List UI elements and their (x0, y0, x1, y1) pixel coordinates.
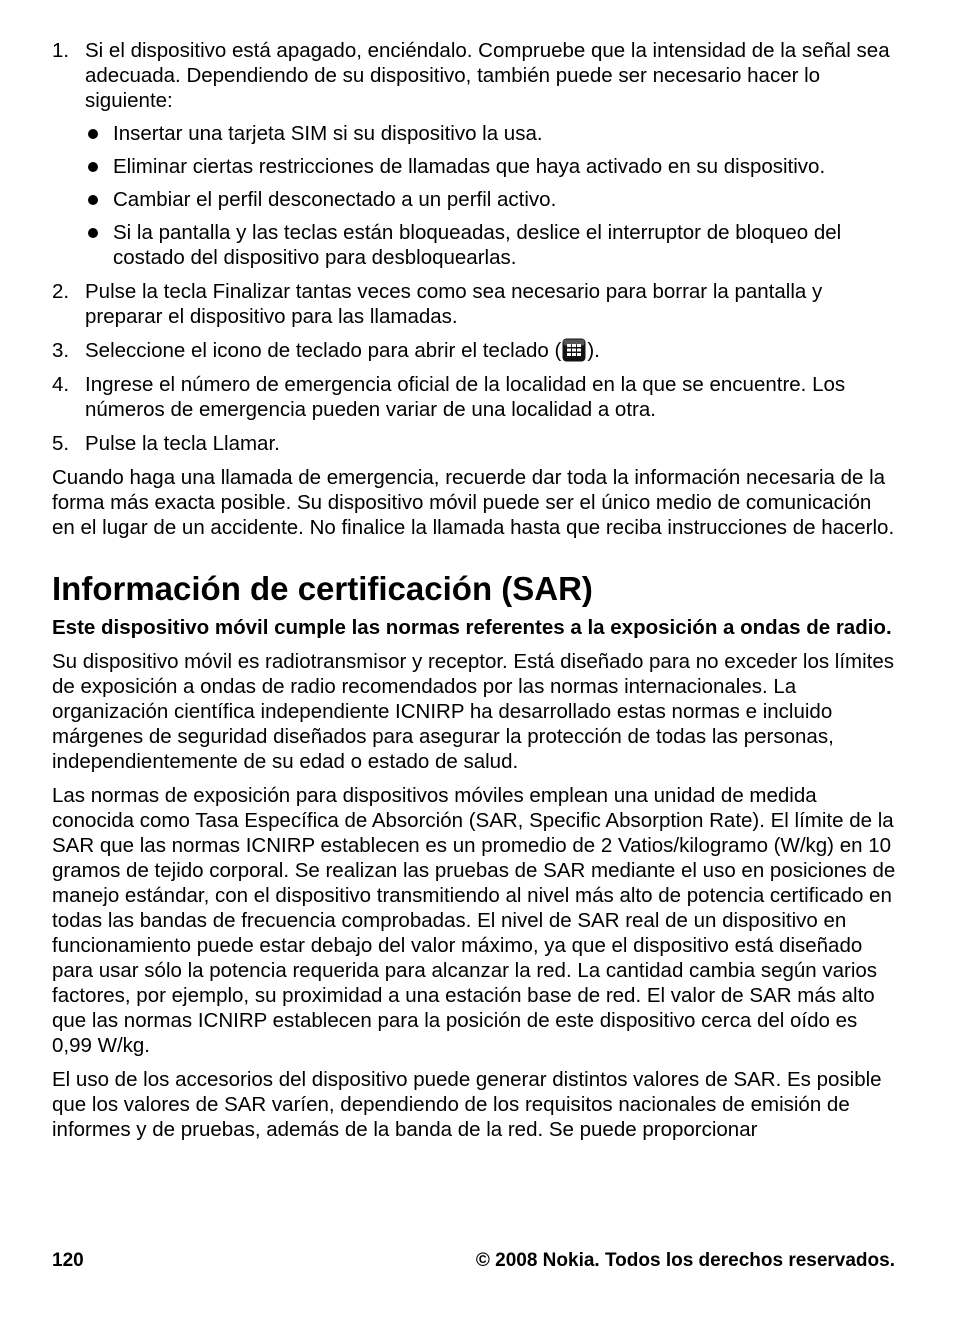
bullet-dot-icon (88, 228, 98, 238)
bullet-dot-icon (88, 195, 98, 205)
step-item (52, 279, 898, 329)
step-number: 2. (52, 280, 70, 303)
page-content (52, 38, 898, 1142)
bullet-item (85, 187, 898, 212)
step-text-after-icon: ). (587, 339, 600, 362)
step-text: Pulse la tecla Llamar. (85, 432, 280, 455)
step-sub-list (85, 121, 898, 270)
keypad-icon (562, 338, 586, 362)
bullet-text: Cambiar el perfil desconectado a un perfil activo. (113, 188, 557, 211)
section-lead-text: Este dispositivo móvil cumple las normas referentes a la exposición a ondas de radio. (52, 616, 892, 639)
bullet-dot-icon (88, 129, 98, 139)
step-text: Ingrese el número de emergencia oficial de la localidad en la que se encuentre. Los números de emergencia pueden variar de una localidad a otra. (85, 373, 846, 421)
step-item (52, 431, 898, 456)
emergency-note-paragraph: Cuando haga una llamada de emergencia, recuerde dar toda la información necesaria de la forma más exacta posible. Su dispositivo móvil puede ser el único medio de comunicación en el lugar de un accidente. No finalice la llamada hasta que reciba instrucciones de hacerlo. (52, 466, 895, 539)
step-number: 4. (52, 373, 70, 396)
bullet-item (85, 121, 898, 146)
step-item (52, 372, 898, 422)
body-paragraph: El uso de los accesorios del dispositivo puede generar distintos valores de SAR. Es posible que los valores de SAR varíen, dependiendo de los requisitos nacionales de emisión de informes y de pruebas, además de la banda de la red. Se puede proporcionar (52, 1068, 882, 1141)
step-text-before-icon: Seleccione el icono de teclado para abrir el teclado ( (85, 339, 562, 362)
section-heading: Información de certificación (SAR) (52, 570, 593, 607)
copyright-notice: © 2008 Nokia. Todos los derechos reservados. (475, 1250, 895, 1271)
step-number: 1. (52, 39, 70, 62)
step-text: Pulse la tecla Finalizar tantas veces como sea necesario para borrar la pantalla y preparar el dispositivo para las llamadas. (85, 280, 823, 328)
bullet-item (85, 154, 898, 179)
step-item (52, 38, 898, 270)
bullet-text: Eliminar ciertas restricciones de llamadas que haya activado en su dispositivo. (113, 155, 826, 178)
bullet-text: Si la pantalla y las teclas están bloqueadas, deslice el interruptor de bloqueo del costado del dispositivo para desbloquearlas. (113, 221, 842, 269)
page-number: 120 (52, 1250, 84, 1271)
step-text (85, 338, 898, 363)
body-paragraph: Las normas de exposición para dispositivos móviles emplean una unidad de medida conocida como Tasa Específica de Absorción (SAR, Specific Absorption Rate). El límite de la SAR que las normas ICNIRP establecen es un promedio de 2 Vatios/kilogramo (W/kg) en 10 gramos de tejido corporal. Se realizan las pruebas de SAR mediante el uso en posiciones de manejo estándar, con el dispositivo transmitiendo al nivel más alto de potencia certificado en todas las bandas de frecuencia comprobadas. El nivel de SAR real de un dispositivo en funcionamiento puede estar debajo del valor máximo, ya que el dispositivo está diseñado para usar sólo la potencia requerida para alcanzar la red. La cantidad cambia según varios factores, por ejemplo, su proximidad a una estación base de red. El valor de SAR más alto que las normas ICNIRP establecen para la posición de este dispositivo cerca del oído es 0,99 W/kg. (52, 784, 896, 1057)
body-paragraph: Su dispositivo móvil es radiotransmisor y receptor. Está diseñado para no exceder los límites de exposición a ondas de radio recomendados por las normas internacionales. La organización científica independiente ICNIRP ha desarrollado estas normas e incluido márgenes de seguridad diseñados para asegurar la protección de todas las personas, independientemente de su edad o estado de salud. (52, 650, 895, 773)
step-text: Si el dispositivo está apagado, enciéndalo. Compruebe que la intensidad de la señal sea adecuada. Dependiendo de su dispositivo, también puede ser necesario hacer lo siguiente: (85, 39, 890, 112)
step-number: 3. (52, 339, 70, 362)
bullet-text: Insertar una tarjeta SIM si su dispositivo la usa. (113, 122, 543, 145)
emergency-steps-list (52, 38, 898, 456)
bullet-dot-icon (88, 162, 98, 172)
step-number: 5. (52, 432, 70, 455)
bullet-item (85, 220, 898, 270)
step-item (52, 338, 898, 363)
